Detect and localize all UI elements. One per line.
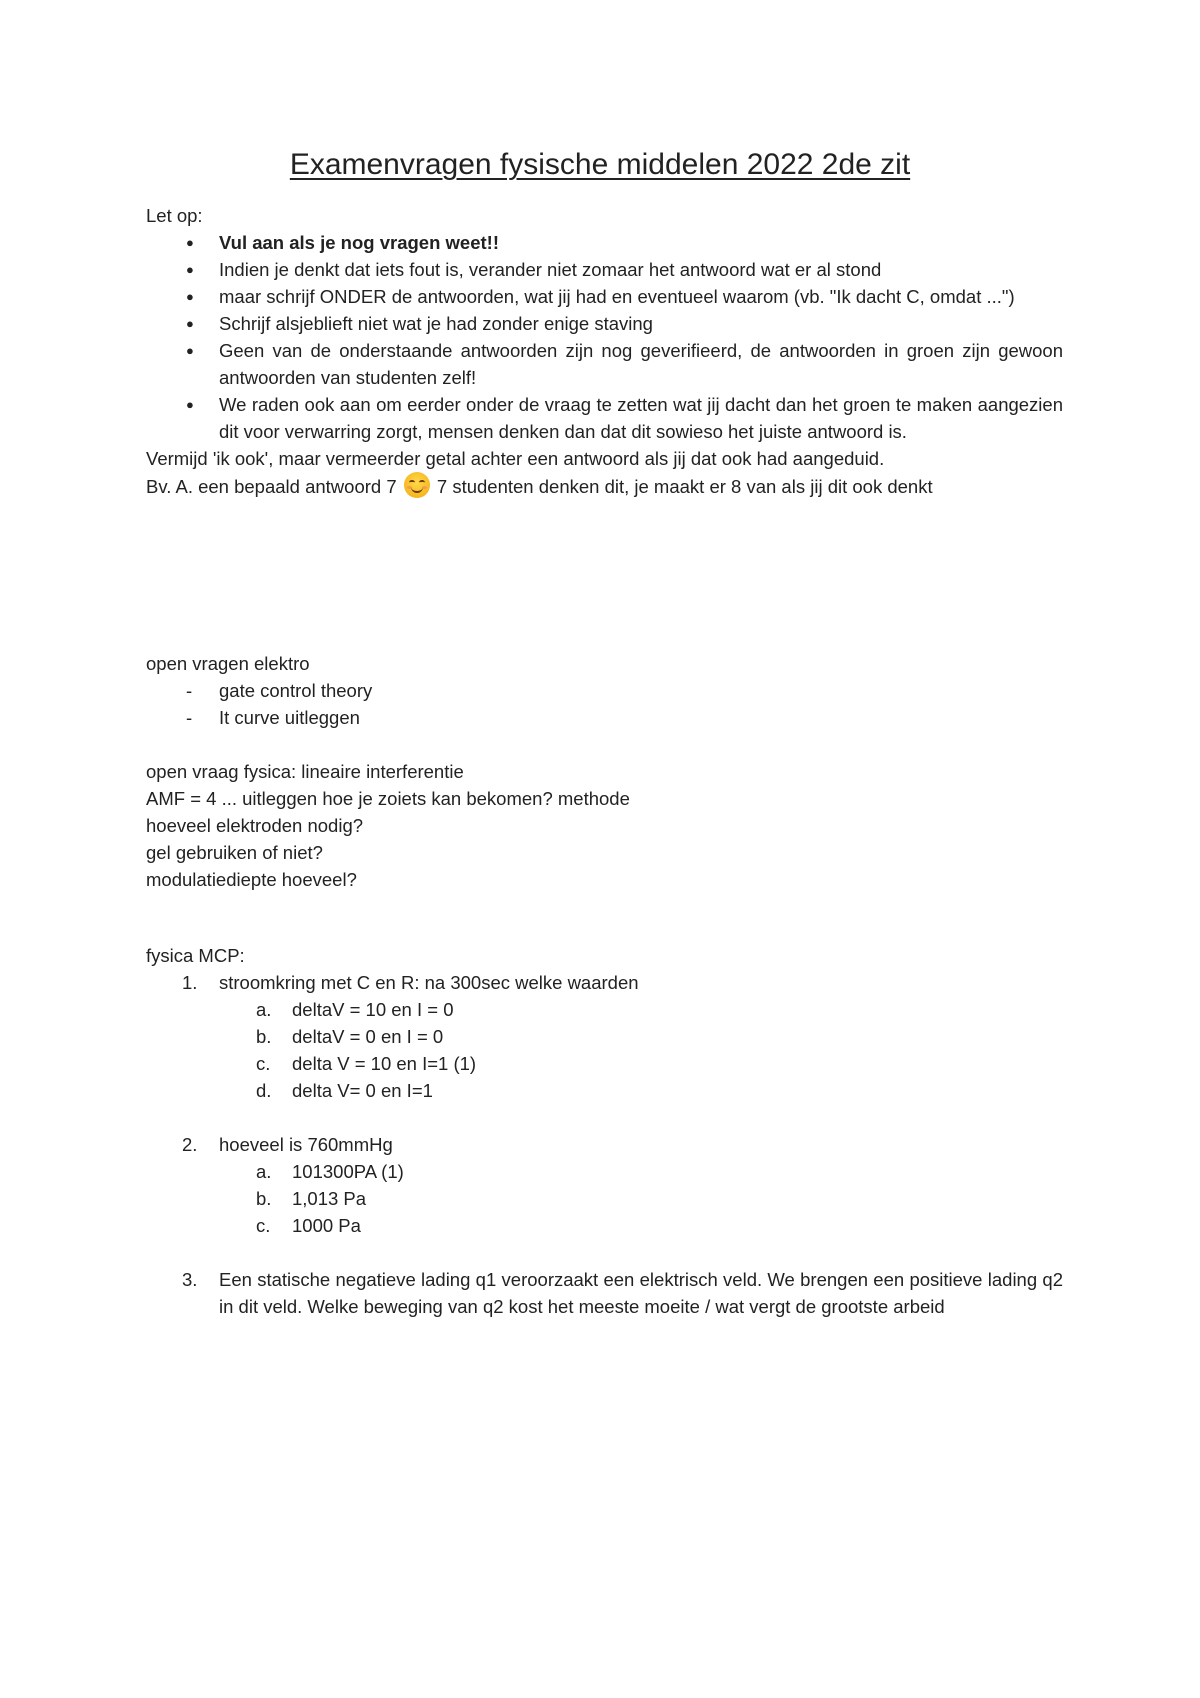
list-item: - It curve uitleggen — [146, 704, 1063, 731]
answer-item: c. 1000 Pa — [256, 1215, 361, 1236]
bullet-icon: ● — [186, 235, 194, 250]
fysica-open-section — [146, 758, 1063, 893]
question-text: stroomkring met C en R: na 300sec welke waarden — [219, 972, 639, 993]
bullet-icon: ● — [186, 316, 194, 331]
answer-item: a. 101300PA (1) — [256, 1161, 404, 1182]
list-item: ● We raden ook aan om eerder onder de vraag te zetten wat jij dacht dan het groen te maken aangezien dit voor verwarring zorgt, mensen denken dan dat dit sowieso het juiste antwoord is. — [146, 391, 1063, 445]
intro-section — [146, 202, 1063, 500]
intro-example: Bv. A. een bepaald antwoord 7 7 studenten denken dit, je maakt er 8 van als jij dit ook denkt — [146, 472, 1063, 500]
intro-bullet-list — [146, 229, 1063, 445]
document-title: Examenvragen fysische middelen 2022 2de zit — [289, 148, 911, 181]
list-item: ● Vul aan als je nog vragen weet!! — [146, 229, 1063, 256]
question-item — [146, 1131, 1063, 1158]
mcp-question-list — [146, 1266, 1063, 1320]
question-number: 1. — [182, 972, 198, 993]
question-item — [146, 1266, 1063, 1320]
section-heading: fysica MCP: — [146, 945, 245, 966]
answer-item: a. deltaV = 10 en I = 0 — [256, 999, 454, 1020]
mcp-question-list — [146, 1131, 1063, 1158]
dash-marker: - — [186, 707, 193, 728]
answer-item: c. delta V = 10 en I=1 (1) — [256, 1053, 477, 1074]
answer-item: b. deltaV = 0 en I = 0 — [256, 1026, 444, 1047]
list-item: ● Indien je denkt dat iets fout is, verander niet zomaar het antwoord wat er al stond — [146, 256, 1063, 283]
smiley-face-icon — [404, 472, 430, 498]
list-item: ● maar schrijf ONDER de antwoorden, wat jij had en eventueel waarom (vb. "Ik dacht C, omdat ...") — [146, 283, 1063, 310]
text-line: hoeveel elektroden nodig? — [146, 815, 364, 836]
spacer — [146, 1104, 1063, 1131]
text-line: modulatiediepte hoeveel? — [146, 869, 357, 890]
dash-marker: - — [186, 680, 193, 701]
answer-item: b. 1,013 Pa — [256, 1188, 367, 1209]
question-text: hoeveel is 760mmHg — [219, 1134, 393, 1155]
bullet-icon: ● — [186, 262, 194, 277]
question-number: 3. — [182, 1269, 198, 1290]
bullet-icon: ● — [186, 289, 194, 304]
answer-list — [146, 1158, 1063, 1239]
answer-list — [146, 996, 1063, 1104]
list-item: ● Geen van de onderstaande antwoorden zijn nog geverifieerd, de antwoorden in groen zijn gewoon antwoorden van studenten zelf! — [146, 337, 1063, 391]
text-line: gel gebruiken of niet? — [146, 842, 323, 863]
list-item: ● Schrijf alsjeblieft niet wat je had zonder enige staving — [146, 310, 1063, 337]
question-text: Een statische negatieve lading q1 veroorzaakt een elektrisch veld. We brengen een positieve lading q2 in dit veld. Welke beweging van q2 kost het meeste moeite / wat vergt de grootste arbeid — [219, 1269, 1063, 1317]
bullet-icon: ● — [186, 397, 194, 412]
list-item: - gate control theory — [146, 677, 1063, 704]
mcp-question-list — [146, 969, 1063, 996]
intro-lead: Let op: — [146, 205, 203, 226]
elektro-section — [146, 650, 1063, 731]
text-line: open vraag fysica: lineaire interferentie — [146, 761, 464, 782]
text-line: AMF = 4 ... uitleggen hoe je zoiets kan bekomen? methode — [146, 788, 630, 809]
section-heading: open vragen elektro — [146, 653, 310, 674]
intro-note: Vermijd 'ik ook', maar vermeerder getal achter een antwoord als jij dat ook had aangeduid. — [146, 448, 885, 469]
question-item — [146, 969, 1063, 996]
spacer — [146, 1239, 1063, 1266]
answer-item: d. delta V= 0 en I=1 — [256, 1080, 433, 1101]
question-number: 2. — [182, 1134, 198, 1155]
mcp-section — [146, 942, 1063, 1320]
elektro-list — [146, 677, 1063, 731]
bullet-icon: ● — [186, 343, 194, 358]
